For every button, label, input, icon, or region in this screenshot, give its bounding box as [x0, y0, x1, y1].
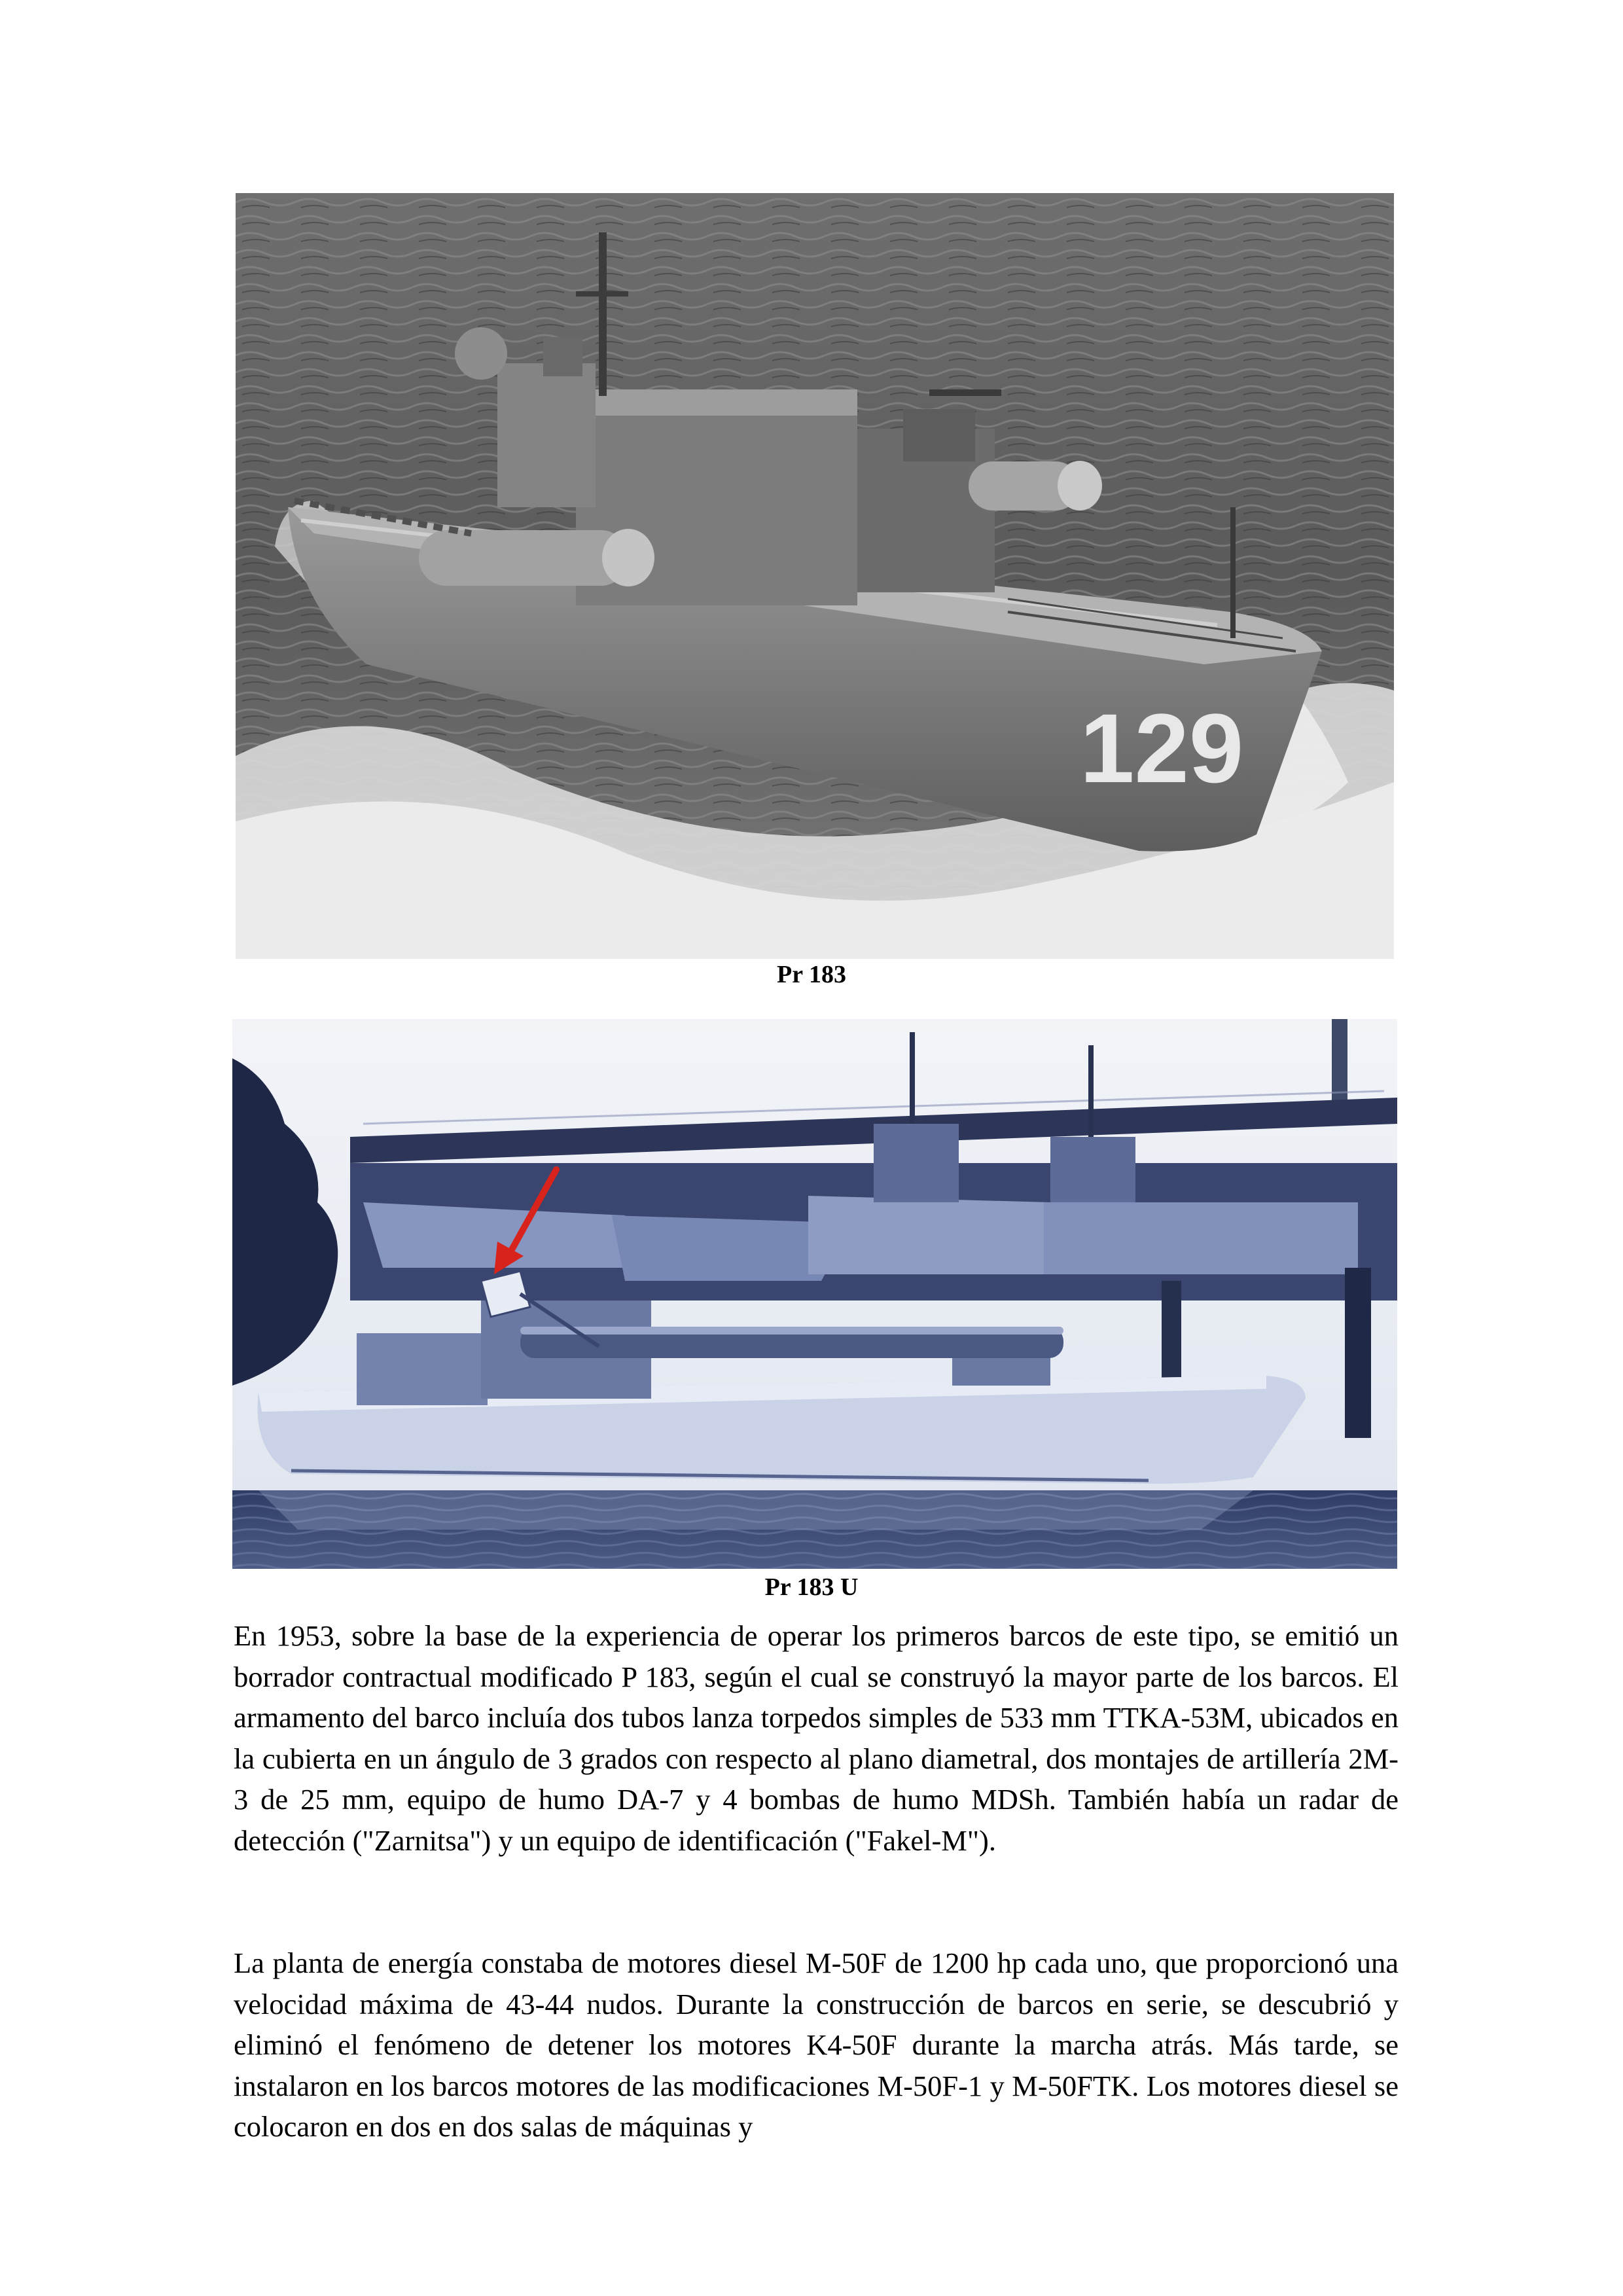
photo-torpedo-boat-pr183 — [236, 193, 1394, 959]
body-paragraph-2 — [234, 1943, 1399, 2147]
figure-caption-pr183u: Pr 183 U — [764, 1573, 859, 1601]
body-paragraph-1 — [234, 1615, 1399, 1861]
hull-number: 129 — [1080, 693, 1244, 803]
photo-torpedo-boats-pr183u — [232, 1019, 1397, 1569]
photo-pr183u-image — [232, 1019, 1397, 1569]
paragraph-text: En 1953, sobre la base de la experiencia de operar los primeros barcos de este tipo, se emitió un borrador contractual modificado P 183, según el cual se construyó la mayor parte de los barcos. El armamento del barco incluía dos tubos lanza torpedos simples de 533 mm TTKA-53M, ubicados en la cubierta en un ángulo de 3 grados con respecto al plano diametral, dos montajes de artillería 2M-3 de 25 mm, equipo de humo DA-7 y 4 bombas de humo MDSh. También había un radar de detección ("Zarnitsa") y un equipo de identificación ("Fakel-M"). — [234, 1619, 1399, 1857]
paragraph-text: La planta de energía constaba de motores diesel M-50F de 1200 hp cada uno, que proporcionó una velocidad máxima de 43-44 nudos. Durante la construcción de barcos en serie, se descubrió y eliminó el fenómeno de detener los motores K4-50F durante la marcha atrás. Más tarde, se instalaron en los barcos motores de las modificaciones M-50F-1 y M-50FTK. Los motores diesel se colocaron en dos en dos salas de máquinas y — [234, 1946, 1399, 2143]
figure-caption-pr183: Pr 183 — [777, 961, 846, 988]
photo-pr183-image — [236, 193, 1394, 959]
